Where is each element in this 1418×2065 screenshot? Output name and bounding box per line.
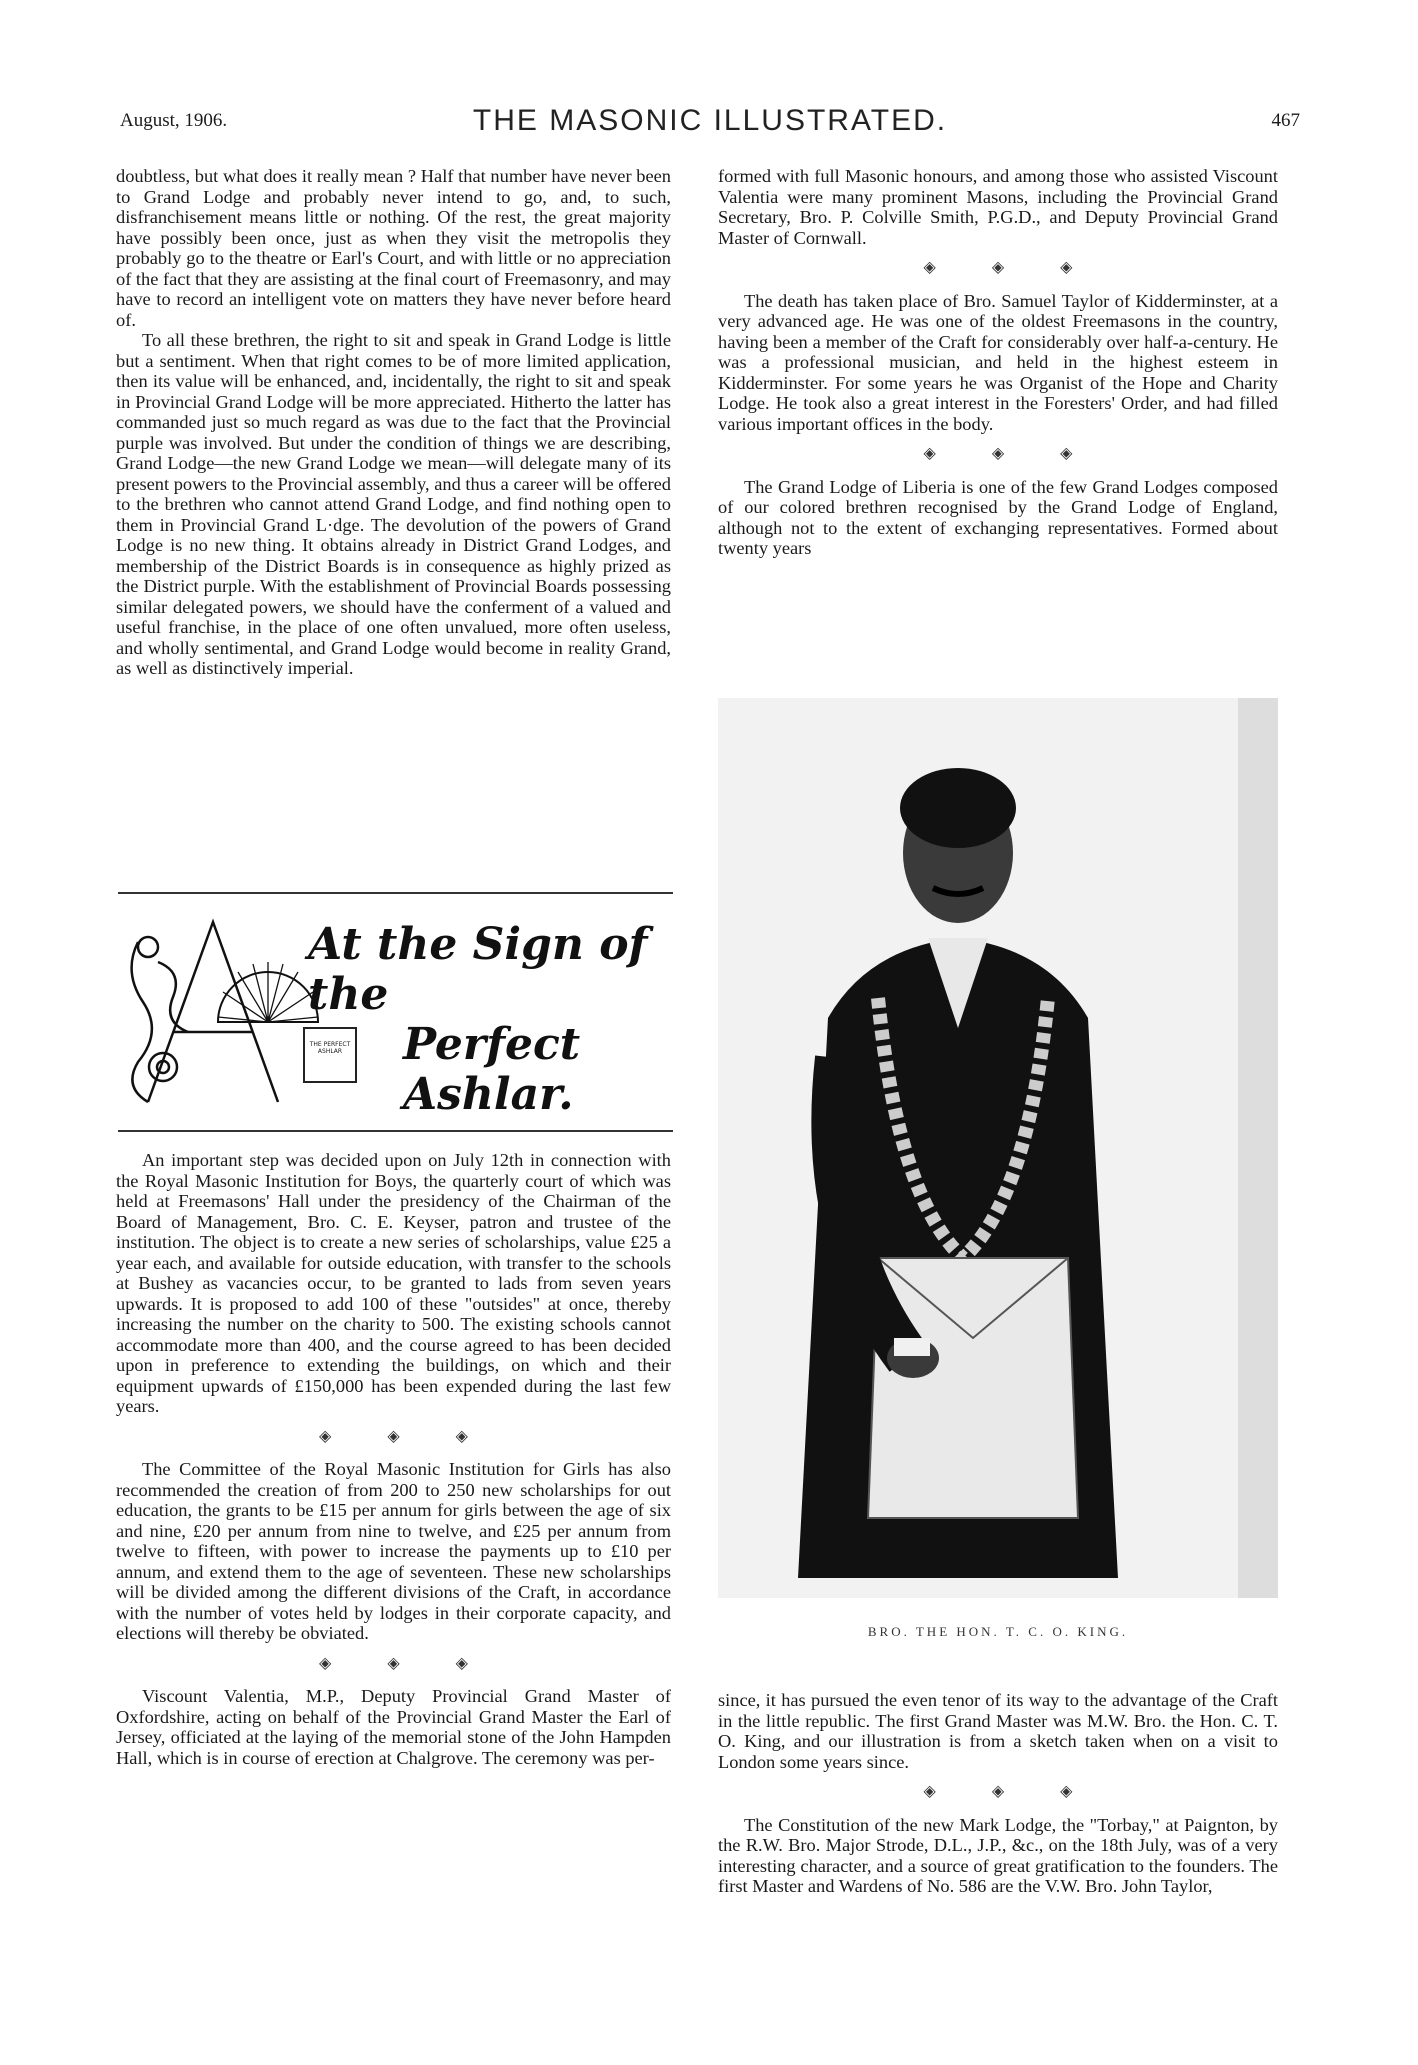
paragraph: doubtless, but what does it really mean ? Half that number have never been to Grand Lodge and probably never intend to go, and, to such, disfranchisement means little or nothing. Of the rest, the great majority have possibly been once, just as when they visit the metropolis they probably go to the theatre or Earl's Court, and with little or no appreciation of the fact that they are assisting at the final court of Freemasonry, and may have to record an intelligent vote on matters they have never before heard of. [116, 166, 671, 330]
paragraph: The Constitution of the new Mark Lodge, the "Torbay," at Paignton, by the R.W. Bro. Major Strode, D.L., J.P., &c., on the 18th July, was of a very interesting character, and a source of great gratification to the founders. The first Master and Wardens of No. 586 are the V.W. Bro. John Taylor, [718, 1814, 1278, 1896]
page-header [120, 104, 1300, 144]
portrait-illustration [718, 698, 1278, 1598]
section-title [308, 920, 668, 1120]
paragraph: To all these brethren, the right to sit and speak in Grand Lodge is little but a sentiment. When that right comes to be of more limited application, then its value will be enhanced, and, incidentally, the right to sit and speak in Provincial Grand Lodge will be more appreciated. Hitherto the latter has commanded just so much regard as was due to the fact that the Provincial purple was involved. But under the condition of things we are describing, Grand Lodge—the new Grand Lodge we mean—will delegate many of its present powers to the Provincial assembly, and thus a career will be offered to the brethren who cannot attend Grand Lodge, and find nothing open to them in Provincial Grand L·dge. The devolution of the powers of Grand Lodge is no new thing. It obtains already in District Grand Lodges, and membership of the District Boards is in consequence as highly prized as the District purple. With the establishment of Provincial Boards possessing similar delegated powers, we should have the conferment of a valued and useful franchise, in the place of one often unvalued, more often useless, and wholly sentimental, and Grand Lodge would become in reality Grand, as well as distinctively imperial. [116, 330, 671, 678]
perfect-ashlar-cube-icon: THE PERFECT ASHLAR [303, 1027, 357, 1083]
left-column-top [116, 166, 671, 679]
issue-date: August, 1906. [120, 110, 228, 131]
paragraph: An important step was decided upon on July 12th in connection with the Royal Masonic Institution for Boys, the quarterly court of which was held at Freemasons' Hall under the presidency of the Chairman of the Board of Management, Bro. C. E. Keyser, patron and trustee of the institution. The object is to create a new series of scholarships, value £25 a year each, and available for outside education, with transfer to the schools at Bushey as vacancies occur, to be granted to lads from seven years upwards. It is proposed to add 100 of these "outsides" at once, thereby increasing the number on the charity to 500. The existing schools cannot accommodate more than 400, and the course agreed to has been decided upon in preference to extending the buildings, on which and their equipment upwards of £150,000 has been expended during the last few years. [116, 1150, 671, 1416]
paragraph: The death has taken place of Bro. Samuel Taylor of Kidderminster, at a very advanced age. He was one of the oldest Freemasons in the country, having been a member of the Craft for considerably over half-a-century. He was a professional musician, and held in the highest esteem in Kidderminster. For some years he was Organist of the Hope and Charity Lodge. He took also a great interest in the Foresters' Order, and had filled various important offices in the body. [718, 290, 1278, 434]
paragraph: The Grand Lodge of Liberia is one of the few Grand Lodges composed of our colored brethren recognised by the Grand Lodge of England, although not to the extent of exchanging representatives. Formed about twenty years [718, 476, 1278, 558]
ornament-divider: ◈ ◈ ◈ [923, 445, 1099, 462]
page-number: 467 [1271, 110, 1300, 131]
divider [118, 892, 673, 894]
photo-caption: BRO. THE HON. T. C. O. KING. [867, 1624, 1129, 1639]
paragraph: Viscount Valentia, M.P., Deputy Provincial Grand Master of Oxfordshire, acting on behalf of the Provincial Grand Master the Earl of Jersey, officiated at the laying of the memorial stone of the John Hampden Hall, which is in course of erection at Chalgrove. The ceremony was per- [116, 1686, 671, 1768]
right-column-top [718, 166, 1278, 559]
right-column-bottom [718, 1690, 1278, 1897]
section-title-line: Perfect Ashlar. [403, 1019, 581, 1120]
paragraph: The Committee of the Royal Masonic Institution for Girls has also recommended the creation of from 200 to 250 new scholarships for out education, the grants to be £15 per annum for girls between the age of six and nine, £20 per annum from nine to twelve, and £25 per annum from twelve to fifteen, with power to increase the payments up to £10 per annum, and extend them to the age of seventeen. These new scholarships will be divided among the different divisions of the Craft, in accordance with the number of votes held by lodges in their corporate capacity, and elections will thereby be obviated. [116, 1459, 671, 1643]
ornament-divider: ◈ ◈ ◈ [319, 1654, 494, 1672]
ornament-divider: ◈ ◈ ◈ [923, 1783, 1099, 1800]
divider [118, 1130, 673, 1132]
paragraph: since, it has pursued the even tenor of its way to the advantage of the Craft in the little republic. The first Grand Master was M.W. Bro. the Hon. C. T. O. King, and our illustration is from a sketch taken when on a visit to London some years since. [718, 1690, 1278, 1772]
portrait-figure [718, 698, 1278, 1598]
ornament-divider: ◈ ◈ ◈ [923, 259, 1099, 276]
publication-title: THE MASONIC ILLUSTRATED. [472, 104, 948, 137]
section-banner [118, 892, 673, 1132]
left-column-bottom [116, 1150, 671, 1768]
section-title-line: At the Sign of the [308, 919, 648, 1020]
ornament-divider: ◈ ◈ ◈ [319, 1427, 494, 1445]
paragraph: formed with full Masonic honours, and among those who assisted Viscount Valentia were many prominent Masons, including the Provincial Grand Secretary, Bro. P. Colville Smith, P.G.D., and Deputy Provincial Grand Master of Cornwall. [718, 166, 1278, 248]
